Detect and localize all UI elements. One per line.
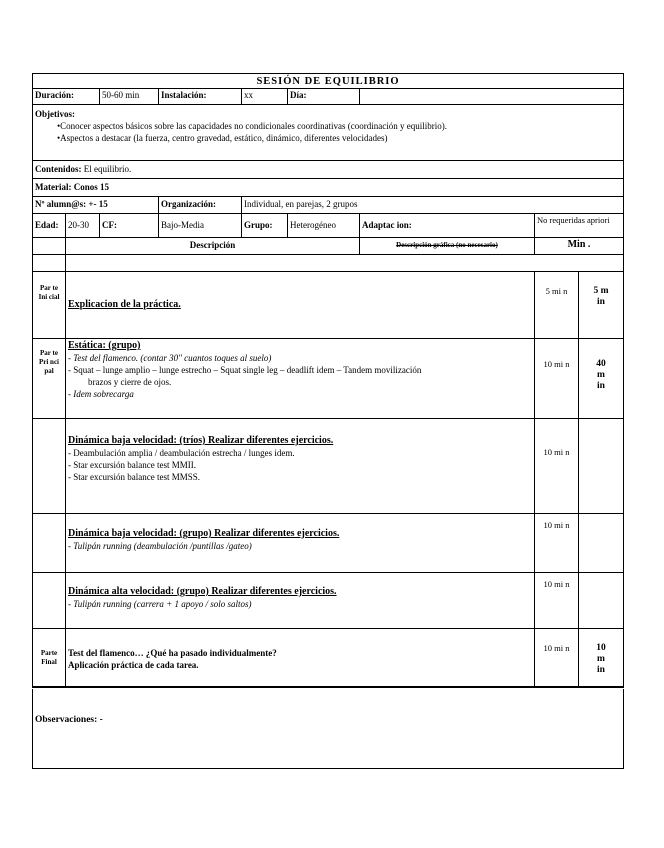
- part-total: 40 m in: [596, 359, 606, 391]
- graphic-description-header: Descripción gráfica (no necesario): [360, 238, 535, 254]
- part-line: - Star excursión balance test MMII.: [68, 460, 196, 470]
- part-minutes: 10 mi n: [535, 339, 579, 418]
- organization-value: Individual, en parejas, 2 grupos: [244, 199, 358, 209]
- contents-value: El equilibrio.: [83, 164, 132, 174]
- facility-label: Instalación:: [159, 89, 242, 104]
- contents-row: [32, 161, 624, 179]
- part-line: - Deambulación amplia / deambulación estrecha / lunges idem.: [68, 448, 295, 458]
- info-row: [32, 89, 624, 105]
- objective-item: • Conocer aspectos básicos sobre las capacidades no condicionales coordinativas (coordinación y equilibrio).: [35, 120, 621, 132]
- objectives-row: [32, 105, 624, 161]
- students-label: Nº alumn@s: +- 15: [33, 197, 159, 213]
- part-minutes: 5 mi n: [535, 272, 579, 338]
- adaptation-label: Adaptac ion:: [360, 214, 535, 237]
- description-header: Descripción: [66, 238, 360, 254]
- part-minutes: 10 mi n: [535, 419, 579, 513]
- part-final-row: [32, 629, 624, 688]
- organization-label: Organización:: [159, 197, 242, 213]
- session-title: SESIÓN DE EQUILIBRIO: [256, 76, 400, 87]
- day-label: Día:: [288, 89, 360, 104]
- part-line: - Squat – lunge amplio – lunge estrecho – Squat single leg – deadlift idem – Tandem movilización: [68, 365, 422, 375]
- part-title: Dinámica baja velocidad: (grupo) Realizar diferentes ejercicios.: [68, 528, 340, 539]
- observations-row: [32, 689, 624, 769]
- part-side-label: Par te Ini cial: [33, 272, 66, 338]
- part-main-row: [32, 339, 624, 419]
- part-title: Dinámica alta velocidad: (grupo) Realizar diferentes ejercicios.: [68, 586, 337, 597]
- part-side-label: Parte Final: [33, 629, 66, 686]
- part-line: Explicacion de la práctica.: [68, 299, 181, 310]
- part-minutes: 10 mi n: [535, 514, 579, 572]
- part-line: - Test del flamenco. (contar 30" cuantos toques al suelo): [68, 353, 272, 363]
- material-row: [32, 179, 624, 197]
- group-info-row: [32, 214, 624, 238]
- cf-value: Bajo-Media: [159, 214, 242, 237]
- group-value: Heterogéneo: [288, 214, 360, 237]
- part-line: - Star excursión balance test MMSS.: [68, 472, 200, 482]
- part-line: brazos y cierre de ojos.: [88, 377, 172, 387]
- part-title: Estática: (grupo): [68, 340, 141, 351]
- group-label: Grupo:: [242, 214, 288, 237]
- blank-row: [32, 255, 624, 272]
- description-header-row: [32, 238, 624, 255]
- part-row: [32, 573, 624, 629]
- duration-label: Duración:: [33, 89, 100, 104]
- part-total: 10 m in: [596, 643, 606, 675]
- adaptation-value: No requeridas apriori: [537, 215, 610, 225]
- part-title: Dinámica baja velocidad: (tríos) Realizar diferentes ejercicios.: [68, 435, 334, 446]
- part-line: Test del flamenco… ¿Qué ha pasado individualmente?: [68, 648, 277, 658]
- duration-value: 50-60 min: [100, 89, 159, 104]
- age-label: Edad:: [33, 214, 66, 237]
- observations: Observaciones: -: [35, 715, 103, 725]
- part-row: [32, 419, 624, 514]
- part-total: 5 m in: [593, 286, 609, 307]
- minutes-header: Min .: [567, 239, 591, 250]
- students-row: [32, 197, 624, 214]
- title-row: [32, 73, 624, 89]
- session-sheet: [32, 73, 624, 770]
- part-line: - Tulipán running (carrera + 1 apoyo / solo saltos): [68, 599, 252, 609]
- part-minutes: 10 mi n: [535, 629, 579, 686]
- facility-value: xx: [242, 89, 288, 104]
- part-row: [32, 514, 624, 573]
- part-minutes: 10 mi n: [535, 573, 579, 628]
- cf-label: CF:: [100, 214, 159, 237]
- part-side-label: Par te Pri nci pal: [33, 339, 66, 418]
- part-line: Aplicación práctica de cada tarea.: [68, 660, 199, 670]
- part-line: - Idem sobrecarga: [68, 389, 134, 399]
- objectives-label: Objetivos:: [35, 109, 75, 119]
- part-line: - Tulipán running (deambulación /puntillas /gateo): [68, 541, 252, 551]
- material-value: Conos 15: [73, 182, 109, 192]
- day-value: [360, 89, 623, 104]
- age-value: 20-30: [66, 214, 100, 237]
- contents-label: Contenidos:: [35, 164, 82, 174]
- part-initial-row: [32, 272, 624, 339]
- objective-item: • Aspectos a destacar (la fuerza, centro gravedad, estático, dinámico, diferentes velocidades): [35, 132, 621, 144]
- material-label: Material:: [35, 182, 72, 192]
